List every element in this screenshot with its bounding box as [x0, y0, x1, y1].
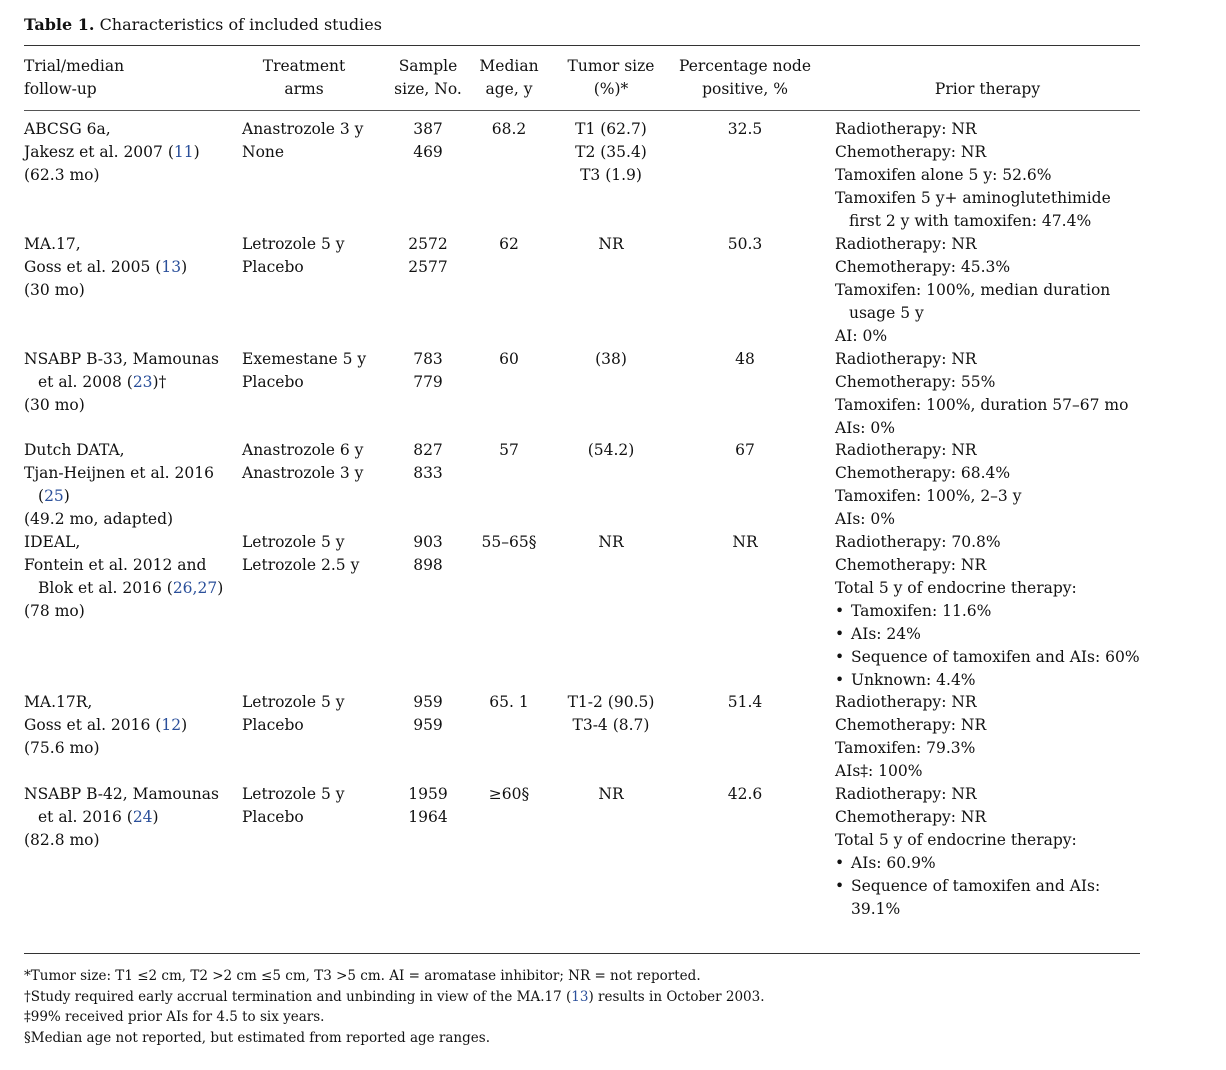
reference-link[interactable]: 11 — [173, 143, 194, 161]
row-ideal-sample: 903 898 — [413, 533, 443, 574]
header-age: Median age, y — [479, 57, 539, 98]
row-ma17-tumor: NR — [598, 235, 624, 253]
row-data-tumor: (54.2) — [587, 441, 635, 459]
footnote-dagger: †Study required early accrual termination and unbinding in view of the MA.17 (13) results in October 2003. — [24, 989, 765, 1005]
header-node: Percentage node positive, % — [678, 57, 812, 98]
row-b33-trial: NSABP B-33, Mamounas et al. 2008 (23)† (30 mo) — [24, 350, 219, 414]
row-ma17r-age: 65. 1 — [489, 693, 529, 711]
row-abcsg-arms: Anastrozole 3 y None — [242, 120, 364, 161]
footnote-double-dagger: ‡99% received prior AIs for 4.5 to six years. — [24, 1009, 325, 1025]
row-b33-arms: Exemestane 5 y Placebo — [242, 350, 367, 391]
row-ideal-age: 55–65§ — [481, 533, 537, 551]
top-rule — [24, 45, 1140, 46]
reference-link[interactable]: 23 — [132, 373, 153, 391]
row-ma17-arms: Letrozole 5 y Placebo — [242, 235, 345, 276]
row-ma17r-prior: Radiotherapy: NR Chemotherapy: NR Tamoxifen: 79.3% AIs‡: 100% — [835, 693, 987, 780]
header-prior: Prior therapy — [934, 80, 1041, 98]
row-data-node: 67 — [735, 441, 755, 459]
row-abcsg-trial: ABCSG 6a, Jakesz et al. 2007 (11) (62.3 mo) — [24, 120, 200, 184]
row-ideal-prior: Radiotherapy: 70.8% Chemotherapy: NR Total 5 y of endocrine therapy: • Tamoxifen: 11.6% • AIs: 24% • Sequence of tamoxifen and AIs: 60% • Unknown: 4.4% — [835, 531, 1140, 692]
row-abcsg-age: 68.2 — [491, 120, 527, 138]
row-ma17r-arms: Letrozole 5 y Placebo — [242, 693, 345, 734]
row-b42-trial: NSABP B-42, Mamounas et al. 2016 (24) (82.8 mo) — [24, 785, 219, 849]
row-b42-age: ≥60§ — [488, 785, 530, 803]
row-ma17r-sample: 959 959 — [413, 693, 443, 734]
row-ma17-trial: MA.17, Goss et al. 2005 (13) (30 mo) — [24, 235, 188, 299]
footnote-tumor-size: *Tumor size: T1 ≤2 cm, T2 >2 cm ≤5 cm, T3 >5 cm. AI = aromatase inhibitor; NR = not reported. — [24, 968, 701, 984]
bottom-rule — [24, 953, 1140, 954]
row-ma17r-trial: MA.17R, Goss et al. 2016 (12) (75.6 mo) — [24, 693, 188, 757]
row-b42-tumor: NR — [598, 785, 624, 803]
footnote-section: §Median age not reported, but estimated from reported age ranges. — [24, 1030, 490, 1046]
header-tumor: Tumor size (%)* — [567, 57, 655, 98]
row-b33-prior: Radiotherapy: NR Chemotherapy: 55% Tamoxifen: 100%, duration 57–67 mo AIs: 0% — [835, 350, 1129, 437]
row-b42-sample: 1959 1964 — [408, 785, 448, 826]
row-ma17r-node: 51.4 — [727, 693, 763, 711]
row-ideal-tumor: NR — [598, 533, 624, 551]
list-item: • Unknown: 4.4% — [835, 669, 1140, 692]
row-ma17r-tumor: T1-2 (90.5) T3-4 (8.7) — [567, 693, 655, 734]
row-b33-node: 48 — [735, 350, 755, 368]
list-item: • AIs: 24% — [835, 623, 1140, 646]
reference-link[interactable]: 25 — [44, 487, 64, 505]
row-abcsg-tumor: T1 (62.7) T2 (35.4) T3 (1.9) — [575, 120, 647, 184]
list-item: • Sequence of tamoxifen and AIs: 60% — [835, 646, 1140, 669]
list-item-continuation: 39.1% — [851, 900, 901, 918]
row-data-arms: Anastrozole 6 y Anastrozole 3 y — [242, 441, 364, 482]
header-trial: Trial/median follow-up — [24, 57, 125, 98]
header-sample: Sample size, No. — [394, 57, 462, 98]
list-item: • Tamoxifen: 11.6% — [835, 600, 1140, 623]
row-b42-prior: Radiotherapy: NR Chemotherapy: NR Total 5 y of endocrine therapy: • AIs: 60.9% • Sequence of tamoxifen and AIs: 39.1% — [835, 783, 1100, 921]
table-caption — [24, 14, 382, 36]
row-b42-arms: Letrozole 5 y Placebo — [242, 785, 345, 826]
row-b33-tumor: (38) — [595, 350, 627, 368]
row-abcsg-node: 32.5 — [727, 120, 763, 138]
reference-link[interactable]: 26,27 — [172, 579, 218, 597]
row-b42-node: 42.6 — [727, 785, 763, 803]
row-data-sample: 827 833 — [413, 441, 443, 482]
list-item: • Sequence of tamoxifen and AIs: — [835, 875, 1100, 898]
row-ideal-trial: IDEAL, Fontein et al. 2012 and Blok et al. 2016 (26,27) (78 mo) — [24, 533, 224, 620]
row-b33-age: 60 — [499, 350, 519, 368]
reference-link[interactable]: 13 — [161, 258, 182, 276]
row-ideal-node: NR — [732, 533, 758, 551]
row-abcsg-sample: 387 469 — [413, 120, 443, 161]
row-data-age: 57 — [499, 441, 519, 459]
row-ma17-age: 62 — [499, 235, 519, 253]
row-abcsg-prior: Radiotherapy: NR Chemotherapy: NR Tamoxifen alone 5 y: 52.6% Tamoxifen 5 y+ aminoglutethimide first 2 y with tamoxifen: 47.4% — [835, 120, 1111, 230]
reference-link[interactable]: 12 — [161, 716, 182, 734]
row-ideal-arms: Letrozole 5 y Letrozole 2.5 y — [242, 533, 360, 574]
header-rule — [24, 110, 1140, 111]
row-ma17-node: 50.3 — [727, 235, 763, 253]
header-arms: Treatment arms — [262, 57, 346, 98]
reference-link[interactable]: 24 — [132, 808, 153, 826]
row-ma17-sample: 2572 2577 — [408, 235, 448, 276]
table-caption-label: Table 1. — [24, 15, 95, 34]
row-b33-sample: 783 779 — [413, 350, 443, 391]
row-data-prior: Radiotherapy: NR Chemotherapy: 68.4% Tamoxifen: 100%, 2–3 y AIs: 0% — [835, 441, 1022, 528]
row-data-trial: Dutch DATA, Tjan-Heijnen et al. 2016 (25) (49.2 mo, adapted) — [24, 441, 214, 528]
table-caption-text: Characteristics of included studies — [99, 15, 382, 34]
reference-link[interactable]: 13 — [571, 989, 589, 1005]
row-ma17-prior: Radiotherapy: NR Chemotherapy: 45.3% Tamoxifen: 100%, median duration usage 5 y AI: 0% — [835, 235, 1111, 345]
list-item: • AIs: 60.9% — [835, 852, 1100, 875]
